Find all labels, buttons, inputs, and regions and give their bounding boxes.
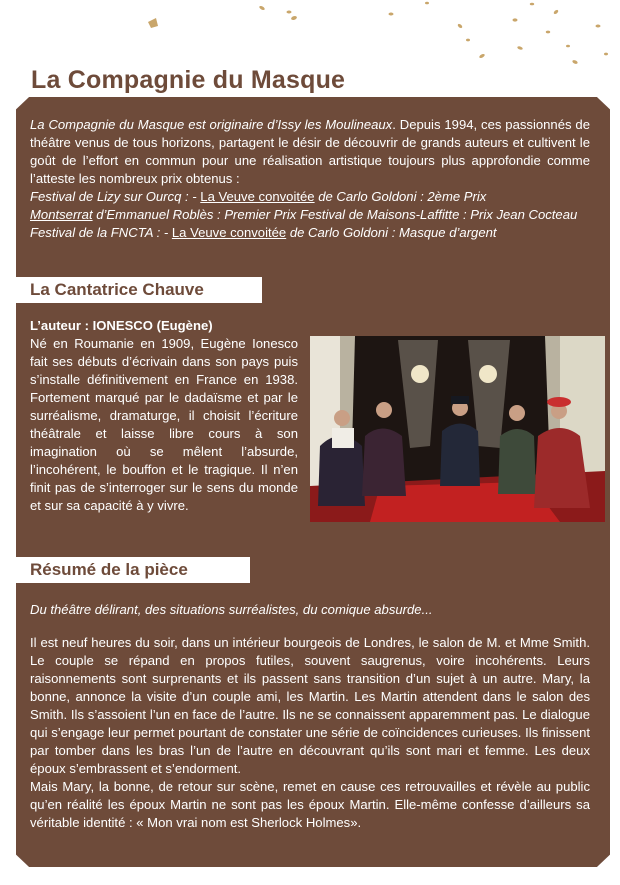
award1-play: La Veuve convoitée: [200, 189, 315, 204]
award1-prefix: Festival de Lizy sur Ourcq : -: [30, 189, 201, 204]
stage-photo: [310, 336, 605, 522]
resume-tagline: Du théâtre délirant, des situations surréalistes, du comique absurde...: [30, 602, 433, 617]
author-title: L’auteur : IONESCO (Eugène): [30, 318, 213, 333]
award3-play: La Veuve convoitée: [171, 225, 287, 240]
award1-suffix: de Carlo Goldoni : 2ème Prix: [314, 189, 487, 204]
resume-paragraph-2: Mais Mary, la bonne, de retour sur scène, remet en cause ces retrouvailles et révèle au public qu’en réalité les époux Martin ne sont pas les époux Martin. Elle-même confesse d’ailleurs sa véritable identité : « Mon vrai nom est Sherlock Holmes».: [30, 779, 590, 830]
author-block: [30, 317, 298, 515]
intro-paragraph: [30, 116, 590, 242]
confetti-decoration: [0, 0, 620, 70]
award3-suffix: de Carlo Goldoni : Masque d’argent: [286, 225, 497, 240]
section-heading-resume: Résumé de la pièce: [16, 557, 250, 583]
author-text: Né en Roumanie en 1909, Eugène Ionesco fait ses débuts d’écrivain dans son pays puis s’installe définitivement en France en 1938. Fortement marqué par le dadaïsme et par le surréalisme, dramaturge, il choisit l’écriture théâtrale et laisse libre cours à son imagination où se mêlent l’absurde, l’incohérent, le bouffon et le tragique. Il n’en finit pas de s’interroger sur le sens du monde et sur sa capacité à y vivre.: [30, 336, 298, 513]
resume-block: [30, 601, 590, 832]
award2-play: Montserrat: [30, 207, 93, 222]
page-title: La Compagnie du Masque: [31, 66, 346, 94]
award2-suffix: d’Emmanuel Roblès : Premier Prix Festival de Maisons-Laffitte : Prix Jean Cocteau: [92, 207, 578, 222]
resume-paragraph-1: Il est neuf heures du soir, dans un intérieur bourgeois de Londres, le salon de M. et Mme Smith. Le couple se répand en propos futiles, souvent saugrenus, voire incohérents. Leurs raisonnements sont surprenants et ils passent sans transition d’un sujet à un autre. Mary, la bonne, annonce la visite d’un couple ami, les Martin. Les Martin attendent dans le salon des Smith. Ils s’assoient l’un en face de l’autre. Ils ne se connaissent apparemment pas. Le dialogue qui s’engage leur permet pourtant de constater une série de coïncidences curieuses. Ils finissent par tomber dans les bras l’un de l’autre en découvrant qu’ils sont mari et femme. Les deux époux s’embrassent et s’endorment.: [30, 635, 590, 776]
award3-prefix: Festival de la FNCTA : -: [30, 225, 172, 240]
section-heading-cantatrice: La Cantatrice Chauve: [16, 277, 262, 303]
company-name: La Compagnie du Masque est originaire d’Issy les Moulineaux: [30, 117, 393, 132]
intro-text: . Depuis 1994, ces passionnés de théâtre venus de tous horizons, partagent le désir de découvrir de grands auteurs et cultivent le goût de l’effort en commun pour une réalisation artistique toujours plus approfondie comme l’atteste les nombreux prix obtenus :: [30, 117, 590, 186]
